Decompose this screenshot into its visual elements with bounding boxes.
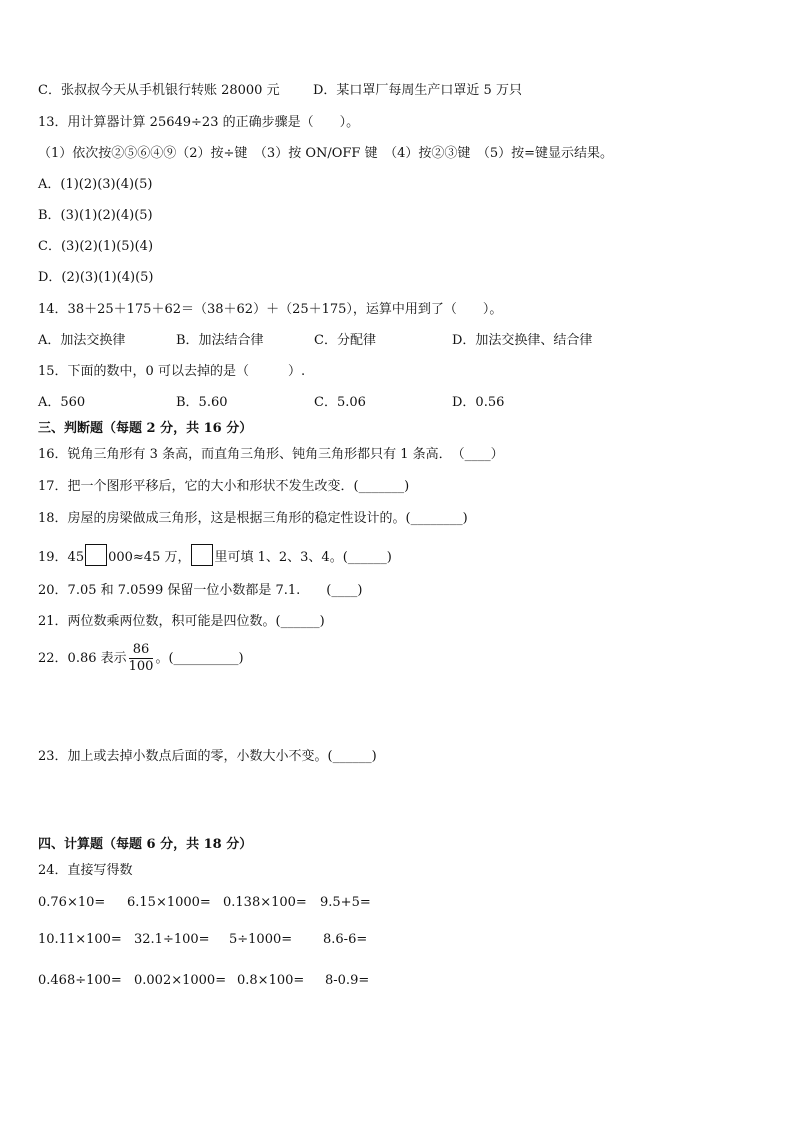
q15-option-d: D．0.56 bbox=[452, 395, 505, 410]
q22-numerator: 86 bbox=[129, 642, 154, 659]
q14-option-d: D．加法交换律、结合律 bbox=[452, 333, 593, 348]
q19-line bbox=[38, 544, 392, 567]
q21-text: 21．两位数乘两位数，积可能是四位数。(______) bbox=[38, 614, 325, 629]
q15-option-c: C．5.06 bbox=[314, 395, 366, 410]
q14-option-b: B．加法结合律 bbox=[176, 333, 264, 348]
q15-stem: 15．下面的数中，0 可以去掉的是（ ）. bbox=[38, 364, 306, 379]
q24-row-3-col-1: 0.468÷100= bbox=[38, 973, 122, 988]
q19-part1: 19．45 bbox=[38, 550, 85, 565]
q18-text: 18．房屋的房梁做成三角形，这是根据三角形的稳定性设计的。(________) bbox=[38, 511, 468, 526]
q13-option-b: B．(3)(1)(2)(4)(5) bbox=[38, 208, 153, 223]
q13-option-d: D．(2)(3)(1)(4)(5) bbox=[38, 270, 154, 285]
q14-option-a: A．加法交换律 bbox=[38, 333, 126, 348]
q15-option-a: A．560 bbox=[38, 395, 86, 410]
q13-option-a: A．(1)(2)(3)(4)(5) bbox=[38, 177, 153, 192]
q19-box-1 bbox=[85, 544, 107, 566]
q12-option-d: D．某口罩厂每周生产口罩近 5 万只 bbox=[313, 83, 522, 98]
q22-denominator: 100 bbox=[128, 659, 154, 674]
q13-steps: （1）依次按②⑤⑥④⑨（2）按÷键 （3）按 ON/OFF 键 （4）按②③键 （5）按=键显示结果。 bbox=[38, 146, 614, 161]
q23-text: 23．加上或去掉小数点后面的零，小数大小不变。(______) bbox=[38, 749, 377, 764]
q24-row-2-col-4: 8.6-6= bbox=[323, 932, 368, 947]
q24-row-2-col-2: 32.1÷100= bbox=[134, 932, 210, 947]
q13-option-c: C．(3)(2)(1)(5)(4) bbox=[38, 239, 154, 254]
q22-fraction bbox=[129, 642, 154, 675]
q24-row-1-col-1: 0.76×10= bbox=[38, 895, 106, 910]
q19-box-2 bbox=[191, 544, 213, 566]
q24-row-1-col-3: 0.138×100= bbox=[223, 895, 307, 910]
q15-option-b: B．5.60 bbox=[176, 395, 228, 410]
q14-stem: 14．38＋25＋175＋62＝（38＋62）＋（25＋175），运算中用到了（ ）。 bbox=[38, 302, 503, 317]
q24-row-2-col-3: 5÷1000= bbox=[229, 932, 293, 947]
section-4-title: 四、计算题（每题 6 分，共 18 分） bbox=[38, 837, 253, 852]
q24-row-3-col-4: 8-0.9= bbox=[325, 973, 370, 988]
q14-option-c: C．分配律 bbox=[314, 333, 376, 348]
q20-text: 20．7.05 和 7.0599 保留一位小数都是 7.1. (____) bbox=[38, 583, 363, 598]
q24-stem: 24．直接写得数 bbox=[38, 863, 133, 878]
section-3-title: 三、判断题（每题 2 分，共 16 分） bbox=[38, 421, 253, 436]
q24-row-3-col-2: 0.002×1000= bbox=[134, 973, 227, 988]
q24-row-1-col-4: 9.5+5= bbox=[320, 895, 371, 910]
q19-part3: 里可填 1、2、3、4。(______) bbox=[214, 550, 392, 565]
q22-prefix: 22．0.86 表示 bbox=[38, 651, 127, 666]
q13-stem: 13．用计算器计算 25649÷23 的正确步骤是（ ）。 bbox=[38, 115, 360, 130]
q19-part2: 000≈45 万， bbox=[108, 550, 191, 565]
q12-option-c: C．张叔叔今天从手机银行转账 28000 元 bbox=[38, 83, 280, 98]
q22-line bbox=[38, 642, 244, 676]
q24-row-3-col-3: 0.8×100= bbox=[237, 973, 305, 988]
q22-suffix: 。(__________) bbox=[155, 651, 244, 666]
q17-text: 17．把一个图形平移后，它的大小和形状不发生改变．(_______) bbox=[38, 479, 410, 494]
q24-row-2-col-1: 10.11×100= bbox=[38, 932, 122, 947]
q24-row-1-col-2: 6.15×1000= bbox=[127, 895, 211, 910]
q16-text: 16．锐角三角形有 3 条高，而直角三角形、钝角三角形都只有 1 条高． （____） bbox=[38, 447, 504, 462]
